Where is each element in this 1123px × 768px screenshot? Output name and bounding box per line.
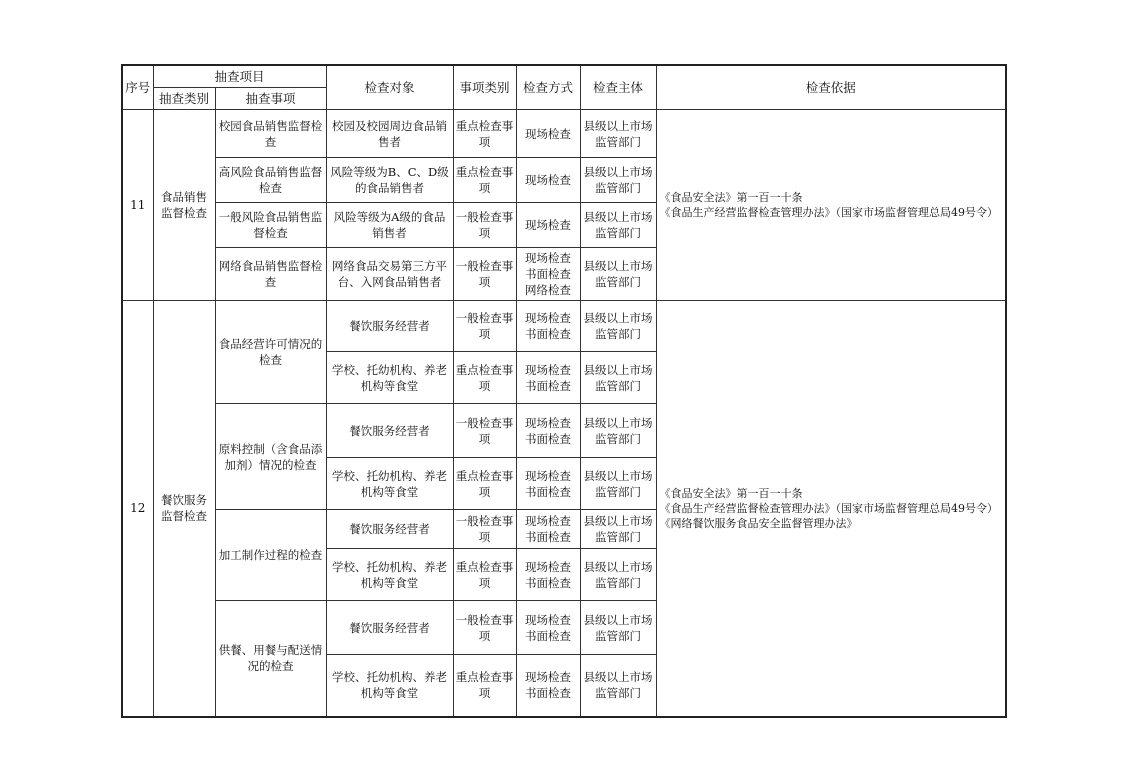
item-type: 重点检查事项 <box>453 655 516 717</box>
inspection-subject: 县级以上市场监管部门 <box>580 549 656 601</box>
header-type: 事项类别 <box>453 65 516 110</box>
header-seq: 序号 <box>122 65 153 110</box>
item-type: 重点检查事项 <box>453 158 516 203</box>
inspection-method: 现场检查 书面检查 <box>516 352 580 404</box>
inspection-target: 餐饮服务经营者 <box>326 601 453 655</box>
inspection-item: 网络食品销售监督检查 <box>215 248 326 301</box>
inspection-target: 风险等级为B、C、D级的食品销售者 <box>326 158 453 203</box>
inspection-subject: 县级以上市场监管部门 <box>580 248 656 301</box>
item-type: 一般检查事项 <box>453 601 516 655</box>
inspection-item: 供餐、用餐与配送情况的检查 <box>215 601 326 717</box>
inspection-method: 现场检查 书面检查 <box>516 601 580 655</box>
header-row-1 <box>122 65 1006 88</box>
inspection-method: 现场检查 书面检查 <box>516 458 580 510</box>
inspection-method: 现场检查 书面检查 <box>516 404 580 458</box>
item-type: 一般检查事项 <box>453 248 516 301</box>
inspection-target: 餐饮服务经营者 <box>326 404 453 458</box>
inspection-target: 餐饮服务经营者 <box>326 301 453 352</box>
item-type: 一般检查事项 <box>453 404 516 458</box>
inspection-target: 学校、托幼机构、养老机构等食堂 <box>326 352 453 404</box>
item-type: 重点检查事项 <box>453 110 516 158</box>
inspection-target: 餐饮服务经营者 <box>326 510 453 549</box>
header-item: 抽查事项 <box>215 88 326 110</box>
inspection-method: 现场检查 <box>516 203 580 248</box>
inspection-subject: 县级以上市场监管部门 <box>580 404 656 458</box>
header-target: 检查对象 <box>326 65 453 110</box>
inspection-item: 食品经营许可情况的检查 <box>215 301 326 404</box>
inspection-subject: 县级以上市场监管部门 <box>580 110 656 158</box>
inspection-method: 现场检查 书面检查 网络检查 <box>516 248 580 301</box>
inspection-item: 校园食品销售监督检查 <box>215 110 326 158</box>
table-row <box>122 301 1006 352</box>
inspection-subject: 县级以上市场监管部门 <box>580 601 656 655</box>
inspection-subject: 县级以上市场监管部门 <box>580 352 656 404</box>
inspection-item: 加工制作过程的检查 <box>215 510 326 601</box>
inspection-target: 风险等级为A级的食品销售者 <box>326 203 453 248</box>
inspection-item: 一般风险食品销售监督检查 <box>215 203 326 248</box>
inspection-target: 学校、托幼机构、养老机构等食堂 <box>326 458 453 510</box>
item-type: 一般检查事项 <box>453 510 516 549</box>
inspection-subject: 县级以上市场监管部门 <box>580 203 656 248</box>
item-type: 一般检查事项 <box>453 203 516 248</box>
inspection-target: 网络食品交易第三方平台、入网食品销售者 <box>326 248 453 301</box>
group-category: 餐饮服务监督检查 <box>153 301 215 717</box>
inspection-subject: 县级以上市场监管部门 <box>580 301 656 352</box>
header-subject: 检查主体 <box>580 65 656 110</box>
item-type: 重点检查事项 <box>453 352 516 404</box>
table-row <box>122 110 1006 158</box>
inspection-method: 现场检查 <box>516 110 580 158</box>
inspection-basis: 《食品安全法》第一百一十条 《食品生产经营监督检查管理办法》（国家市场监督管理总局49号令）《网络餐饮服务食品安全监督管理办法》 <box>656 301 1006 717</box>
inspection-target: 学校、托幼机构、养老机构等食堂 <box>326 549 453 601</box>
inspection-subject: 县级以上市场监管部门 <box>580 655 656 717</box>
inspection-item: 高风险食品销售监督检查 <box>215 158 326 203</box>
inspection-subject: 县级以上市场监管部门 <box>580 158 656 203</box>
inspection-subject: 县级以上市场监管部门 <box>580 510 656 549</box>
header-project-group: 抽查项目 <box>153 65 326 88</box>
item-type: 重点检查事项 <box>453 549 516 601</box>
group-category: 食品销售监督检查 <box>153 110 215 301</box>
inspection-basis: 《食品安全法》第一百一十条 《食品生产经营监督检查管理办法》（国家市场监督管理总局49号令） <box>656 110 1006 301</box>
item-type: 重点检查事项 <box>453 458 516 510</box>
item-type: 一般检查事项 <box>453 301 516 352</box>
inspection-method: 现场检查 <box>516 158 580 203</box>
header-category: 抽查类别 <box>153 88 215 110</box>
header-method: 检查方式 <box>516 65 580 110</box>
group-seq: 12 <box>122 301 153 717</box>
inspection-method: 现场检查 书面检查 <box>516 510 580 549</box>
header-basis: 检查依据 <box>656 65 1006 110</box>
inspection-method: 现场检查 书面检查 <box>516 549 580 601</box>
inspection-target: 学校、托幼机构、养老机构等食堂 <box>326 655 453 717</box>
inspection-table <box>121 64 1007 718</box>
inspection-item: 原料控制（含食品添加剂）情况的检查 <box>215 404 326 510</box>
inspection-subject: 县级以上市场监管部门 <box>580 458 656 510</box>
inspection-method: 现场检查 书面检查 <box>516 655 580 717</box>
inspection-method: 现场检查 书面检查 <box>516 301 580 352</box>
group-seq: 11 <box>122 110 153 301</box>
inspection-target: 校园及校园周边食品销售者 <box>326 110 453 158</box>
